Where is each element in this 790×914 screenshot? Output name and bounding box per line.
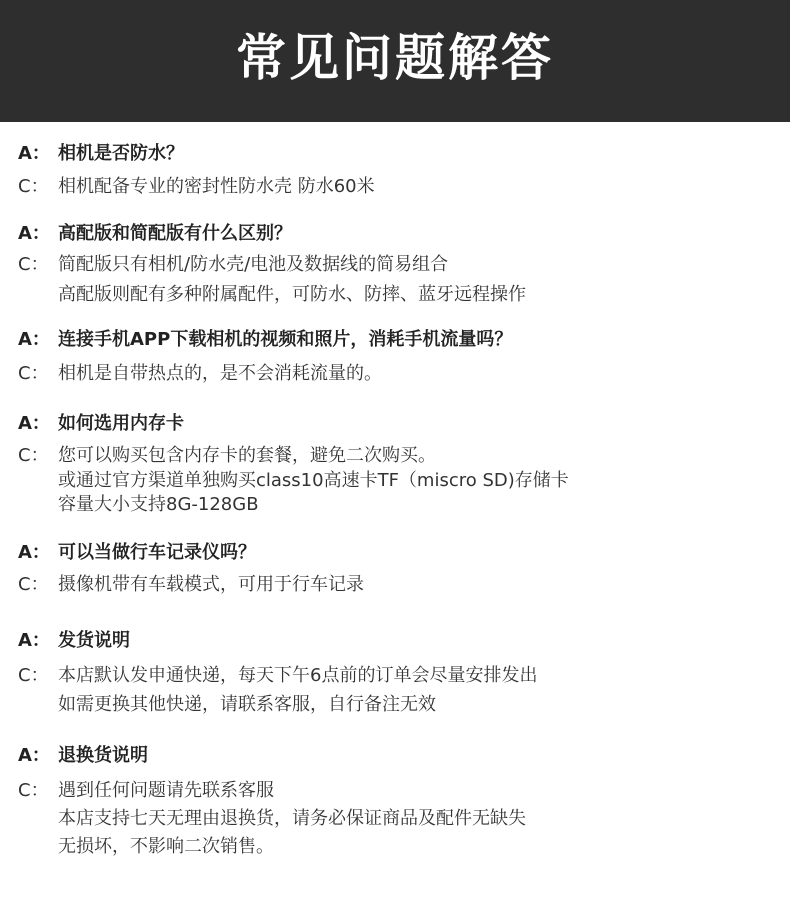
question-marker: A：: [18, 329, 50, 350]
question-marker: A：: [18, 143, 50, 164]
answer-line: 简配版只有相机/防水壳/电池及数据线的简易组合: [58, 254, 449, 275]
answer-marker: C：: [18, 574, 49, 595]
faq-answer: [18, 779, 778, 803]
faq-item-returns: [18, 744, 778, 859]
faq-answer: [18, 175, 778, 199]
faq-answer-continued: [18, 469, 778, 493]
question-text: 相机是否防水？: [58, 143, 184, 164]
faq-question: [18, 412, 778, 436]
faq-question: [18, 629, 778, 653]
answer-marker: C：: [18, 363, 49, 384]
answer-marker: C：: [18, 254, 49, 275]
faq-question: [18, 222, 778, 246]
faq-item-shipping: [18, 629, 778, 717]
answer-marker: C：: [18, 445, 49, 466]
answer-line: 遇到任何问题请先联系客服: [58, 780, 274, 801]
header-banner: [0, 0, 790, 122]
faq-answer-continued: [18, 693, 778, 717]
faq-answer-continued: [18, 493, 778, 517]
faq-item-waterproof: [18, 142, 778, 199]
answer-line: 或通过官方渠道单独购买class10高速卡TF（miscro SD)存储卡: [58, 470, 569, 491]
answer-marker: C：: [18, 780, 49, 801]
answer-marker: C：: [18, 665, 49, 686]
question-text: 发货说明: [58, 630, 130, 651]
faq-item-app-data: [18, 328, 778, 386]
faq-item-dashcam: [18, 541, 778, 597]
answer-line: 相机配备专业的密封性防水壳 防水60米: [58, 176, 375, 197]
faq-item-versions: [18, 222, 778, 307]
faq-answer: [18, 444, 778, 468]
question-marker: A：: [18, 413, 50, 434]
faq-question: [18, 328, 778, 352]
answer-line: 摄像机带有车载模式，可用于行车记录: [58, 574, 364, 595]
answer-line: 高配版则配有多种附属配件，可防水、防摔、蓝牙远程操作: [58, 284, 526, 305]
faq-answer-continued: [18, 283, 778, 307]
faq-question: [18, 142, 778, 166]
answer-line: 您可以购买包含内存卡的套餐，避免二次购买。: [58, 445, 436, 466]
faq-answer: [18, 664, 778, 688]
question-text: 如何选用内存卡: [58, 413, 184, 434]
faq-answer-continued: [18, 807, 778, 831]
answer-marker: C：: [18, 176, 49, 197]
faq-question: [18, 541, 778, 565]
question-text: 连接手机APP下载相机的视频和照片，消耗手机流量吗？: [58, 329, 513, 350]
question-marker: A：: [18, 630, 50, 651]
question-text: 高配版和简配版有什么区别？: [58, 223, 292, 244]
answer-line: 本店支持七天无理由退换货，请务必保证商品及配件无缺失: [58, 808, 526, 829]
answer-line: 如需更换其他快递，请联系客服，自行备注无效: [58, 694, 436, 715]
question-marker: A：: [18, 542, 50, 563]
question-text: 退换货说明: [58, 745, 148, 766]
faq-answer: [18, 573, 778, 597]
faq-answer: [18, 253, 778, 277]
page-title: 常见问题解答: [236, 29, 554, 87]
answer-line: 相机是自带热点的，是不会消耗流量的。: [58, 363, 382, 384]
faq-item-memory-card: [18, 412, 778, 517]
answer-line: 无损坏，不影响二次销售。: [58, 836, 274, 857]
faq-answer-continued: [18, 835, 778, 859]
question-marker: A：: [18, 745, 50, 766]
answer-line: 容量大小支持8G-128GB: [58, 494, 259, 515]
faq-answer: [18, 362, 778, 386]
question-marker: A：: [18, 223, 50, 244]
faq-question: [18, 744, 778, 768]
question-text: 可以当做行车记录仪吗？: [58, 542, 256, 563]
answer-line: 本店默认发申通快递，每天下午6点前的订单会尽量安排发出: [58, 665, 538, 686]
